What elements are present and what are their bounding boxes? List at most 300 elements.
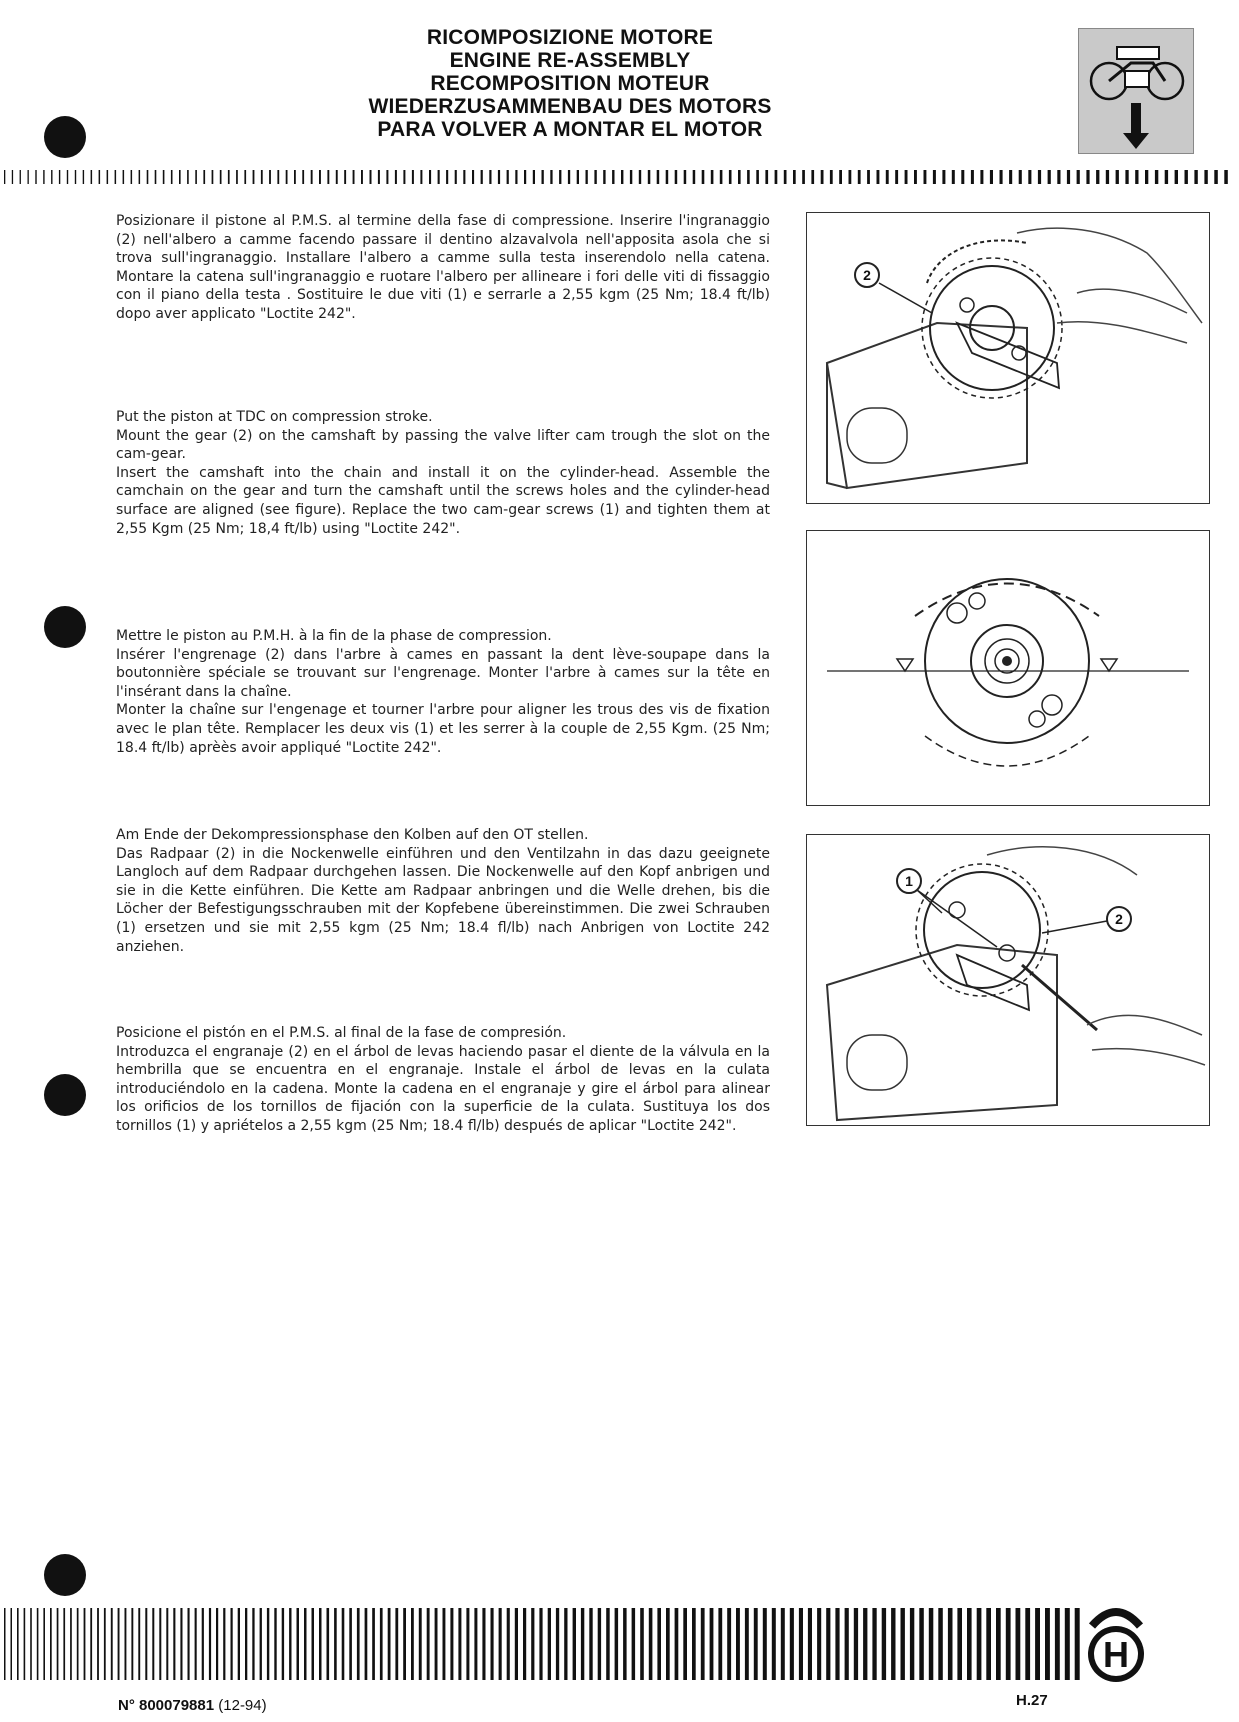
- barcode-bar: [1055, 1608, 1060, 1680]
- barcode-bar: [419, 1608, 422, 1680]
- barcode-bar: [1194, 170, 1197, 184]
- barcode-bar: [640, 1608, 644, 1680]
- barcode-bar: [1155, 170, 1158, 184]
- figure3-callout-label-1: 1: [905, 873, 913, 889]
- barcode-bar: [573, 1608, 576, 1680]
- barcode-bar: [378, 170, 380, 184]
- barcode-bar: [839, 170, 842, 184]
- paragraph-es-line-1: Posicione el pistón en el P.M.S. al final de la fase de compresión.: [116, 1025, 567, 1041]
- barcode-bar: [70, 1608, 72, 1680]
- barcode-bar: [854, 1608, 858, 1680]
- barcode-bar: [83, 170, 84, 184]
- barcode-bar: [1016, 1608, 1021, 1680]
- barcode-bar: [556, 1608, 559, 1680]
- barcode-bar: [349, 1608, 352, 1680]
- barcode-bar: [548, 1608, 551, 1680]
- barcode-bar: [1048, 170, 1051, 184]
- barcode-bar: [84, 1608, 86, 1680]
- barcode-bar: [799, 1608, 803, 1680]
- top-barcode-strip: [0, 170, 1239, 184]
- barcode-bar: [202, 1608, 204, 1680]
- barcode-bar: [77, 1608, 79, 1680]
- barcode-bar: [675, 170, 678, 184]
- barcode-bar: [729, 170, 732, 184]
- barcode-bar: [621, 170, 623, 184]
- barcode-bar: [30, 1608, 32, 1680]
- barcode-bar: [542, 170, 544, 184]
- barcode-bar: [606, 1608, 610, 1680]
- paragraph-es-line-2: Introduzca el engranaje (2) en el árbol de levas haciendo pasar el diente de la válvula en la hembrilla que se encuentra en el engranaje. Instale el árbol de levas en la culata introduciéndolo en la cadena. Monte la cadena en el engranaje y gire el árbol para alinear los orificios de los tornillos de fijación con la superficie de la culata. Sustituya los dos tornillos (1) y apriételos a 2,55 kgm (25 Nm; 18.4 fl/lb) después de aplicar "Loctite 242".: [116, 1043, 770, 1134]
- barcode-bar: [507, 170, 509, 184]
- barcode-bar: [683, 1608, 687, 1680]
- barcode-bar: [877, 170, 880, 184]
- barcode-bar: [294, 170, 296, 184]
- barcode-bar: [1028, 170, 1031, 184]
- barcode-bar: [131, 170, 133, 184]
- barcode-bar: [948, 1608, 953, 1680]
- barcode-bar: [1224, 170, 1228, 184]
- document-number: [118, 1697, 267, 1714]
- barcode-bar: [835, 1608, 839, 1680]
- barcode-bar: [793, 170, 796, 184]
- barcode-bar: [808, 1608, 812, 1680]
- barcode-bar: [147, 170, 149, 184]
- barcode-bar: [260, 1608, 262, 1680]
- barcode-bar: [195, 1608, 197, 1680]
- brand-logo-icon: [1084, 1596, 1148, 1692]
- barcode-bar: [736, 1608, 740, 1680]
- barcode-bar: [365, 1608, 368, 1680]
- punch-hole-bottom: [44, 1554, 86, 1596]
- barcode-bar: [474, 1608, 477, 1680]
- barcode-bar: [1067, 170, 1070, 184]
- paragraph-french: [116, 627, 770, 757]
- barcode-bar: [123, 170, 125, 184]
- barcode-bar: [43, 170, 44, 184]
- barcode-bar: [388, 1608, 391, 1680]
- barcode-bar: [938, 1608, 943, 1680]
- barcode-bar: [666, 170, 669, 184]
- barcode-bar: [297, 1608, 300, 1680]
- barcode-bar: [163, 170, 165, 184]
- barcode-bar: [4, 1608, 6, 1680]
- barcode-bar: [152, 1608, 154, 1680]
- barcode-bar: [784, 170, 787, 184]
- barcode-bar: [867, 170, 870, 184]
- barcode-bar: [817, 1608, 821, 1680]
- barcode-bar: [223, 1608, 225, 1680]
- barcode-bar: [155, 170, 157, 184]
- barcode-bar: [159, 1608, 161, 1680]
- barcode-bar: [1075, 1608, 1080, 1680]
- barcode-bar: [395, 1608, 398, 1680]
- barcode-bar: [455, 170, 457, 184]
- barcode-bar: [901, 1608, 905, 1680]
- paragraph-italian: [116, 212, 770, 324]
- barcode-bar: [179, 170, 181, 184]
- barcode-bar: [312, 1608, 315, 1680]
- barcode-bar: [1009, 170, 1012, 184]
- barcode-bar: [849, 170, 852, 184]
- barcode-bar: [675, 1608, 679, 1680]
- barcode-bar: [1214, 170, 1218, 184]
- barcode-bar: [357, 1608, 360, 1680]
- barcode-bar: [482, 1608, 485, 1680]
- barcode-bar: [12, 170, 13, 184]
- barcode-bar: [754, 1608, 758, 1680]
- barcode-bar: [188, 1608, 190, 1680]
- barcode-bar: [267, 1608, 269, 1680]
- paragraph-english: [116, 408, 770, 538]
- barcode-bar: [302, 170, 304, 184]
- barcode-bar: [1025, 1608, 1030, 1680]
- barcode-bar: [180, 1608, 182, 1680]
- barcode-bar: [145, 1608, 147, 1680]
- bottom-barcode-strip: [0, 1608, 1239, 1680]
- barcode-bar: [104, 1608, 106, 1680]
- punch-hole-top: [44, 116, 86, 158]
- barcode-bar: [304, 1608, 307, 1680]
- barcode-bar: [524, 170, 526, 184]
- title-de: WIEDERZUSAMMENBAU DES MOTORS: [368, 95, 772, 118]
- barcode-bar: [336, 170, 338, 184]
- barcode-bar: [581, 1608, 584, 1680]
- barcode-bar: [342, 1608, 345, 1680]
- svg-text:H: H: [1103, 1634, 1129, 1675]
- barcode-bar: [107, 170, 109, 184]
- barcode-bar: [692, 1608, 696, 1680]
- barcode-bar: [289, 1608, 291, 1680]
- barcode-bar: [882, 1608, 886, 1680]
- barcode-bar: [344, 170, 346, 184]
- barcode-bar: [463, 170, 465, 184]
- paragraph-de-line-1: Am Ende der Dekompressionsphase den Kolben auf den OT stellen.: [116, 827, 589, 843]
- barcode-bar: [630, 170, 632, 184]
- barcode-bar: [745, 1608, 749, 1680]
- barcode-bar: [872, 1608, 876, 1680]
- barcode-bar: [286, 170, 288, 184]
- barcode-bar: [99, 170, 101, 184]
- barcode-bar: [481, 170, 483, 184]
- barcode-bar: [195, 170, 197, 184]
- barcode-bar: [57, 1608, 59, 1680]
- barcode-bar: [603, 170, 605, 184]
- barcode-bar: [924, 170, 927, 184]
- doc-prefix: N°: [118, 1697, 139, 1714]
- barcode-bar: [1077, 170, 1080, 184]
- barcode-bar: [684, 170, 687, 184]
- barcode-bar: [125, 1608, 127, 1680]
- barcode-bar: [980, 170, 983, 184]
- barcode-bar: [216, 1608, 218, 1680]
- barcode-bar: [1106, 170, 1109, 184]
- barcode-bar: [386, 170, 388, 184]
- barcode-bar: [252, 1608, 254, 1680]
- title-es: PARA VOLVER A MONTAR EL MOTOR: [377, 118, 763, 141]
- barcode-bar: [173, 1608, 175, 1680]
- barcode-bar: [327, 1608, 330, 1680]
- barcode-bar: [648, 170, 651, 184]
- doc-number: 800079881: [139, 1697, 215, 1714]
- barcode-bar: [942, 170, 945, 184]
- barcode-bar: [891, 1608, 895, 1680]
- barcode-bar: [594, 170, 596, 184]
- barcode-bar: [649, 1608, 653, 1680]
- barcode-bar: [228, 170, 230, 184]
- barcode-bar: [693, 170, 696, 184]
- barcode-bar: [187, 170, 189, 184]
- engine-reassembly-icon: [1078, 28, 1194, 154]
- barcode-bar: [802, 170, 805, 184]
- barcode-bar: [1057, 170, 1060, 184]
- barcode-bar: [826, 1608, 830, 1680]
- barcode-bar: [489, 170, 491, 184]
- barcode-bar: [990, 170, 993, 184]
- barcode-bar: [28, 170, 29, 184]
- barcode-bar: [772, 1608, 776, 1680]
- barcode-bar: [472, 170, 474, 184]
- barcode-bar: [905, 170, 908, 184]
- barcode-bar: [914, 170, 917, 184]
- barcode-bar: [564, 1608, 567, 1680]
- barcode-bar: [515, 1608, 518, 1680]
- barcode-bar: [598, 1608, 601, 1680]
- punch-hole-lower: [44, 1074, 86, 1116]
- barcode-bar: [1045, 1608, 1050, 1680]
- barcode-bar: [269, 170, 271, 184]
- barcode-bar: [790, 1608, 794, 1680]
- barcode-bar: [67, 170, 68, 184]
- paragraph-fr-line-2: Insérer l'engrenage (2) dans l'arbre à cames en passant la dent lève-soupape dans la boutonnière spéciale se trouvant sur l'engrenage. Monter l'arbre à cames sur la tête en l'insérant dans la chaîne.: [116, 646, 770, 700]
- paragraph-it-text: Posizionare il pistone al P.M.S. al termine della fase di compressione. Inserire l'ingranaggio (2) nell'albero a camme facendo passare il dentino alzavalvola nell'apposita asola che si trova sull'ingranaggio. Installare l'albero a camme sulla testa inserendolo nella catena. Montare la catena sull'ingranaggio e ruotare l'albero per allineare i fori delle viti di fissaggio con il piano della testa . Sostituire le due viti (1) e serrarle a 2,55 kgm (25 Nm; 18.4 ft/lb) dopo aver applicato "Loctite 242".: [116, 213, 770, 322]
- barcode-bar: [568, 170, 570, 184]
- barcode-bar: [910, 1608, 914, 1680]
- title-en: ENGINE RE-ASSEMBLY: [449, 49, 691, 72]
- barcode-bar: [209, 1608, 211, 1680]
- barcode-bar: [886, 170, 889, 184]
- barcode-bar: [51, 170, 52, 184]
- figure-tightening-screws: [806, 834, 1210, 1126]
- barcode-bar: [1096, 170, 1099, 184]
- paragraph-de-line-2: Das Radpaar (2) in die Nockenwelle einführen und den Ventilzahn in das dazu geeignete Langloch auf dem Radpaar durchgehen lassen. Die Nockenwelle auf den Kopf anbrigen und sie in die Kette einführen. Die Kette am Radpaar anbringen und die Welle drehen, bis die Löcher der Befestigungsschrauben mit der Kopfebene übereinstimmen. Die zwei Schrauben (1) ersetzen und sie mit 2,55 kgm (25 Nm; 18.4 fl/lb) nach Anbrigen von Loctite 242 anziehen.: [116, 845, 770, 955]
- barcode-bar: [261, 170, 263, 184]
- title-fr: RECOMPOSITION MOTEUR: [430, 72, 710, 95]
- barcode-bar: [720, 170, 723, 184]
- barcode-bar: [203, 170, 205, 184]
- barcode-bar: [220, 170, 222, 184]
- barcode-bar: [1035, 1608, 1040, 1680]
- barcode-bar: [458, 1608, 461, 1680]
- barcode-bar: [858, 170, 861, 184]
- barcode-bar: [1038, 170, 1041, 184]
- barcode-bar: [91, 170, 93, 184]
- barcode-bar: [967, 1608, 972, 1680]
- barcode-bar: [533, 170, 535, 184]
- barcode-bar: [961, 170, 964, 184]
- barcode-bar: [43, 1608, 45, 1680]
- barcode-bar: [895, 170, 898, 184]
- barcode-bar: [1086, 170, 1089, 184]
- barcode-bar: [17, 1608, 19, 1680]
- figure-gear-alignment: [806, 530, 1210, 806]
- paragraph-fr-line-1: Mettre le piston au P.M.H. à la fin de la phase de compression.: [116, 628, 552, 644]
- barcode-bar: [1125, 170, 1128, 184]
- barcode-bar: [952, 170, 955, 184]
- barcode-bar: [231, 1608, 233, 1680]
- barcode-bar: [612, 170, 614, 184]
- barcode-bar: [1204, 170, 1207, 184]
- barcode-bar: [245, 1608, 247, 1680]
- paragraph-en-line-1: Put the piston at TDC on compression stroke.: [116, 409, 433, 425]
- barcode-bar: [523, 1608, 526, 1680]
- barcode-bar: [435, 1608, 438, 1680]
- barcode-bar: [427, 1608, 430, 1680]
- barcode-bar: [971, 170, 974, 184]
- barcode-bar: [311, 170, 313, 184]
- barcode-bar: [559, 170, 561, 184]
- barcode-bar: [763, 1608, 767, 1680]
- barcode-bar: [747, 170, 750, 184]
- barcode-bar: [577, 170, 579, 184]
- barcode-bar: [957, 1608, 962, 1680]
- barcode-bar: [59, 170, 60, 184]
- barcode-bar: [4, 170, 5, 184]
- barcode-bar: [277, 170, 279, 184]
- barcode-bar: [334, 1608, 337, 1680]
- barcode-bar: [282, 1608, 284, 1680]
- barcode-bar: [111, 1608, 113, 1680]
- barcode-bar: [1165, 170, 1168, 184]
- barcode-bar: [138, 1608, 140, 1680]
- barcode-bar: [244, 170, 246, 184]
- barcode-bar: [1019, 170, 1022, 184]
- barcode-bar: [550, 170, 552, 184]
- barcode-bar: [727, 1608, 731, 1680]
- barcode-bar: [1116, 170, 1119, 184]
- paragraph-spanish: [116, 1024, 770, 1136]
- barcode-bar: [75, 170, 76, 184]
- barcode-bar: [274, 1608, 276, 1680]
- barcode-bar: [491, 1608, 494, 1680]
- barcode-bar: [115, 170, 117, 184]
- barcode-bar: [615, 1608, 619, 1680]
- barcode-bar: [466, 1608, 469, 1680]
- barcode-bar: [515, 170, 517, 184]
- paragraph-en-line-2: Mount the gear (2) on the camshaft by passing the valve lifter cam trough the slot on the cam-gear.: [116, 427, 770, 463]
- barcode-bar: [765, 170, 768, 184]
- barcode-bar: [718, 1608, 722, 1680]
- figure1-callout-label: 2: [863, 267, 871, 283]
- barcode-bar: [403, 1608, 406, 1680]
- barcode-bar: [702, 170, 705, 184]
- barcode-bar: [253, 170, 255, 184]
- barcode-bar: [412, 170, 414, 184]
- barcode-bar: [531, 1608, 534, 1680]
- barcode-bar: [236, 170, 238, 184]
- barcode-bar: [411, 1608, 414, 1680]
- barcode-bar: [90, 1608, 92, 1680]
- barcode-bar: [319, 170, 321, 184]
- barcode-bar: [632, 1608, 636, 1680]
- barcode-bar: [499, 1608, 502, 1680]
- barcode-bar: [420, 170, 422, 184]
- paragraph-en-line-3: Insert the camshaft into the chain and install it on the cylinder-head. Assemble the camchain on the gear and turn the camshaft until the screws holes and the cylinder-head surface are aligned (see figure). Replace the two cam-gear screws (1) and tighten them at 2,55 Kgm (25 Nm; 18,4 ft/lb) using "Loctite 242".: [116, 464, 770, 537]
- paragraph-fr-line-3: Monter la chaîne sur l'engenage et tourner l'arbre pour aligner les trous des vis de fixation avec le plan tête. Remplacer les deux vis (1) et les serrer à la couple de 2,55 Kgm. (25 Nm; 18.4 ft/lb) aprèès avoir appliqué "Loctite 242".: [116, 702, 770, 756]
- barcode-bar: [863, 1608, 867, 1680]
- barcode-bar: [657, 1608, 661, 1680]
- barcode-bar: [1145, 170, 1148, 184]
- barcode-bar: [50, 1608, 52, 1680]
- barcode-bar: [996, 1608, 1001, 1680]
- barcode-bar: [20, 170, 21, 184]
- barcode-bar: [701, 1608, 705, 1680]
- paragraph-german: [116, 826, 770, 956]
- barcode-bar: [429, 170, 431, 184]
- barcode-bar: [666, 1608, 670, 1680]
- barcode-bar: [1175, 170, 1178, 184]
- barcode-bar: [131, 1608, 133, 1680]
- barcode-bar: [821, 170, 824, 184]
- title-it: RICOMPOSIZIONE MOTORE: [426, 26, 714, 49]
- barcode-bar: [929, 1608, 934, 1680]
- barcode-bar: [353, 170, 355, 184]
- barcode-bar: [11, 1608, 13, 1680]
- barcode-bar: [498, 170, 500, 184]
- barcode-bar: [830, 170, 833, 184]
- barcode-bar: [446, 170, 448, 184]
- barcode-bar: [756, 170, 759, 184]
- barcode-bar: [403, 170, 405, 184]
- barcode-bar: [1006, 1608, 1011, 1680]
- barcode-bar: [63, 1608, 65, 1680]
- barcode-bar: [589, 1608, 592, 1680]
- figure-camshaft-chain: [806, 212, 1210, 504]
- barcode-bar: [37, 1608, 39, 1680]
- barcode-bar: [212, 170, 214, 184]
- barcode-bar: [118, 1608, 120, 1680]
- barcode-bar: [97, 1608, 99, 1680]
- barcode-bar: [450, 1608, 453, 1680]
- barcode-bar: [775, 170, 778, 184]
- barcode-bar: [507, 1608, 510, 1680]
- barcode-bar: [986, 1608, 991, 1680]
- barcode-bar: [380, 1608, 383, 1680]
- barcode-bar: [639, 170, 641, 184]
- barcode-bar: [171, 170, 173, 184]
- barcode-bar: [919, 1608, 924, 1680]
- figure3-callout-label-2: 2: [1115, 911, 1123, 927]
- barcode-bar: [710, 1608, 714, 1680]
- barcode-bar: [1185, 170, 1188, 184]
- barcode-bar: [539, 1608, 542, 1680]
- barcode-bar: [319, 1608, 322, 1680]
- barcode-bar: [586, 170, 588, 184]
- punch-hole-middle: [44, 606, 86, 648]
- barcode-bar: [35, 170, 36, 184]
- barcode-bar: [443, 1608, 446, 1680]
- barcode-bar: [933, 170, 936, 184]
- barcode-bar: [711, 170, 714, 184]
- barcode-bar: [657, 170, 660, 184]
- barcode-bar: [139, 170, 141, 184]
- page-number: H.27: [1016, 1692, 1048, 1709]
- barcode-bar: [361, 170, 363, 184]
- barcode-bar: [438, 170, 440, 184]
- barcode-bar: [370, 170, 372, 184]
- barcode-bar: [395, 170, 397, 184]
- barcode-bar: [1135, 170, 1138, 184]
- barcode-bar: [24, 1608, 26, 1680]
